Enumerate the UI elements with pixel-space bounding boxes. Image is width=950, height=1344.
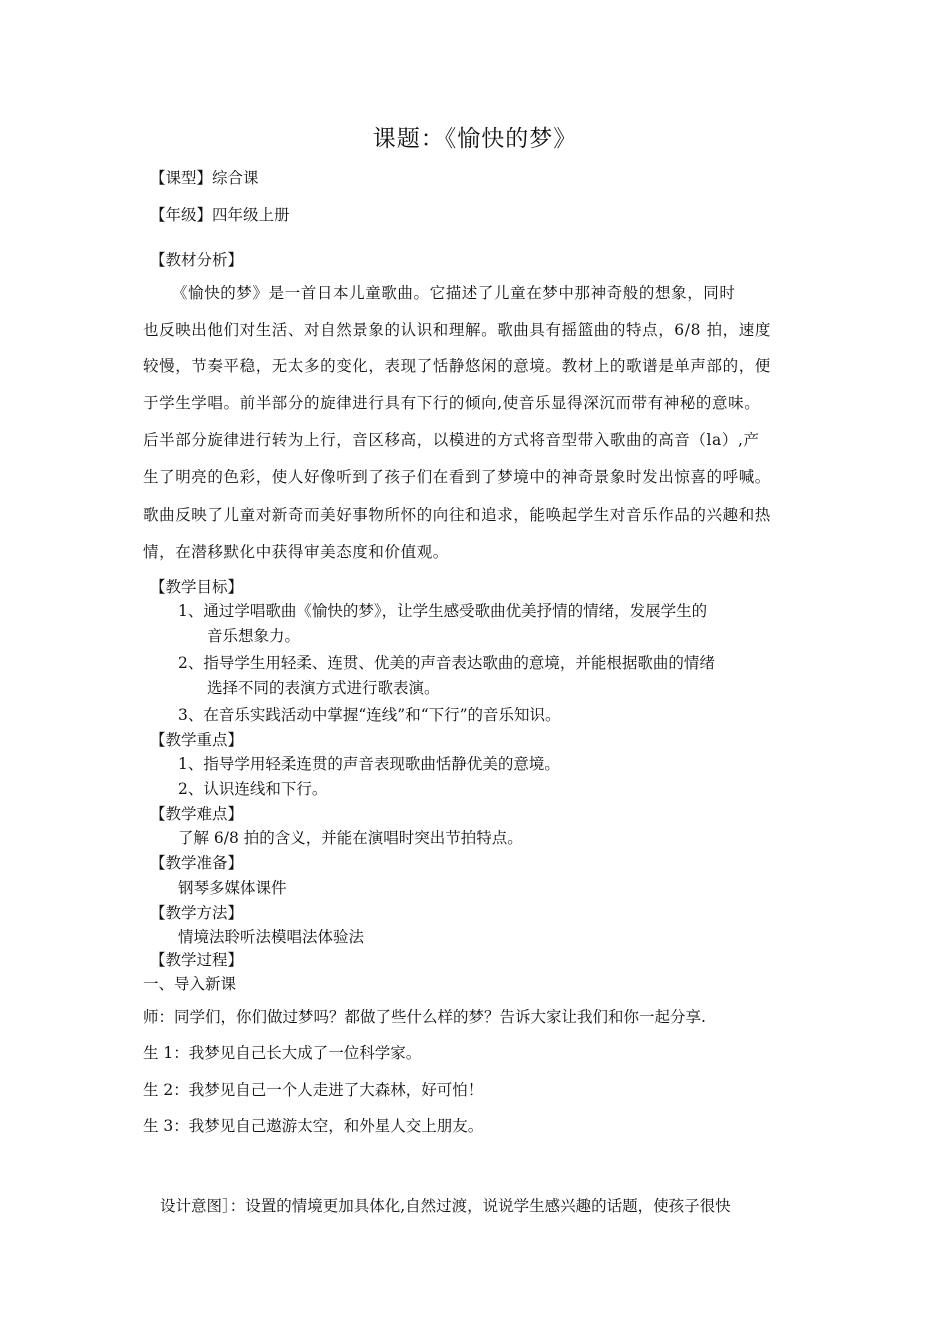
analysis-line: 歌曲反映了儿童对新奇而美好事物所怀的向往和追求，能唤起学生对音乐作品的兴趣和热 [143,506,771,524]
analysis-heading: 【教材分析】 [150,251,244,269]
difficulty-heading: 【教学难点】 [150,805,244,823]
methods-text: 情境法聆听法模唱法体验法 [178,928,365,946]
dialogue-line: 生 2：我梦见自己一个人走进了大森林，好可怕！ [143,1081,484,1099]
analysis-line: 情，在潜移默化中获得审美态度和价值观。 [143,543,449,561]
difficulty-text: 了解 6/8 拍的含义，并能在演唱时突出节拍特点。 [178,829,523,847]
analysis-line: 后半部分旋律进行转为上行，音区移高，以模进的方式将音型带入歌曲的高音（la）,产 [143,431,760,449]
goal-item: 2、指导学生用轻柔、连贯、优美的声音表达歌曲的意境，并能根据歌曲的情绪 [178,654,715,672]
analysis-line: 较慢，节奏平稳，无太多的变化，表现了恬静悠闲的意境。教材上的歌谱是单声部的，便 [143,357,771,375]
dialogue-line: 师：同学们，你们做过梦吗？都做了些什么样的梦？告诉大家让我们和你一起分享. [143,1008,706,1026]
analysis-line: 生了明亮的色彩，使人好像听到了孩子们在看到了梦境中的神奇景象时发出惊喜的呼喊。 [143,468,771,486]
methods-heading: 【教学方法】 [150,904,244,922]
goal-item-continuation: 音乐想象力。 [207,627,301,645]
key-point-item: 1、指导学用轻柔连贯的声音表现歌曲恬静优美的意境。 [178,755,560,773]
key-points-heading: 【教学重点】 [150,731,244,749]
analysis-line: 于学生学唱。前半部分的旋律进行具有下行的倾向,使音乐显得深沉而带有神秘的意味。 [143,394,761,412]
grade-line: 【年级】四年级上册 [150,206,290,224]
preparation-heading: 【教学准备】 [150,854,244,872]
preparation-text: 钢琴多媒体课件 [178,879,287,897]
goal-item: 1、通过学唱歌曲《愉快的梦》，让学生感受歌曲优美抒情的情绪，发展学生的 [178,602,708,620]
course-type-line: 【课型】综合课 [150,169,259,187]
goals-heading: 【教学目标】 [150,578,244,596]
dialogue-line: 生 1：我梦见自己长大成了一位科学家。 [143,1044,422,1062]
analysis-line: 也反映出他们对生活、对自然景象的认识和理解。歌曲具有摇篮曲的特点，6/8 拍，速度 [143,321,771,339]
analysis-line: 《愉快的梦》是一首日本儿童歌曲。它描述了儿童在梦中那神奇般的想象，同时 [172,284,736,302]
process-section-title: 一、导入新课 [143,975,237,993]
process-heading: 【教学过程】 [150,951,244,969]
design-intent-line: 设计意图］：设置的情境更加具体化,自然过渡，说说学生感兴趣的话题，使孩子很快 [160,1197,731,1215]
dialogue-line: 生 3：我梦见自己遨游太空，和外星人交上朋友。 [143,1117,484,1135]
goal-item: 3、在音乐实践活动中掌握“连线”和“下行”的音乐知识。 [178,706,561,724]
page-title: 课题：《愉快的梦》 [372,126,578,152]
key-point-item: 2、认识连线和下行。 [178,780,328,798]
goal-item-continuation: 选择不同的表演方式进行歌表演。 [207,679,440,697]
